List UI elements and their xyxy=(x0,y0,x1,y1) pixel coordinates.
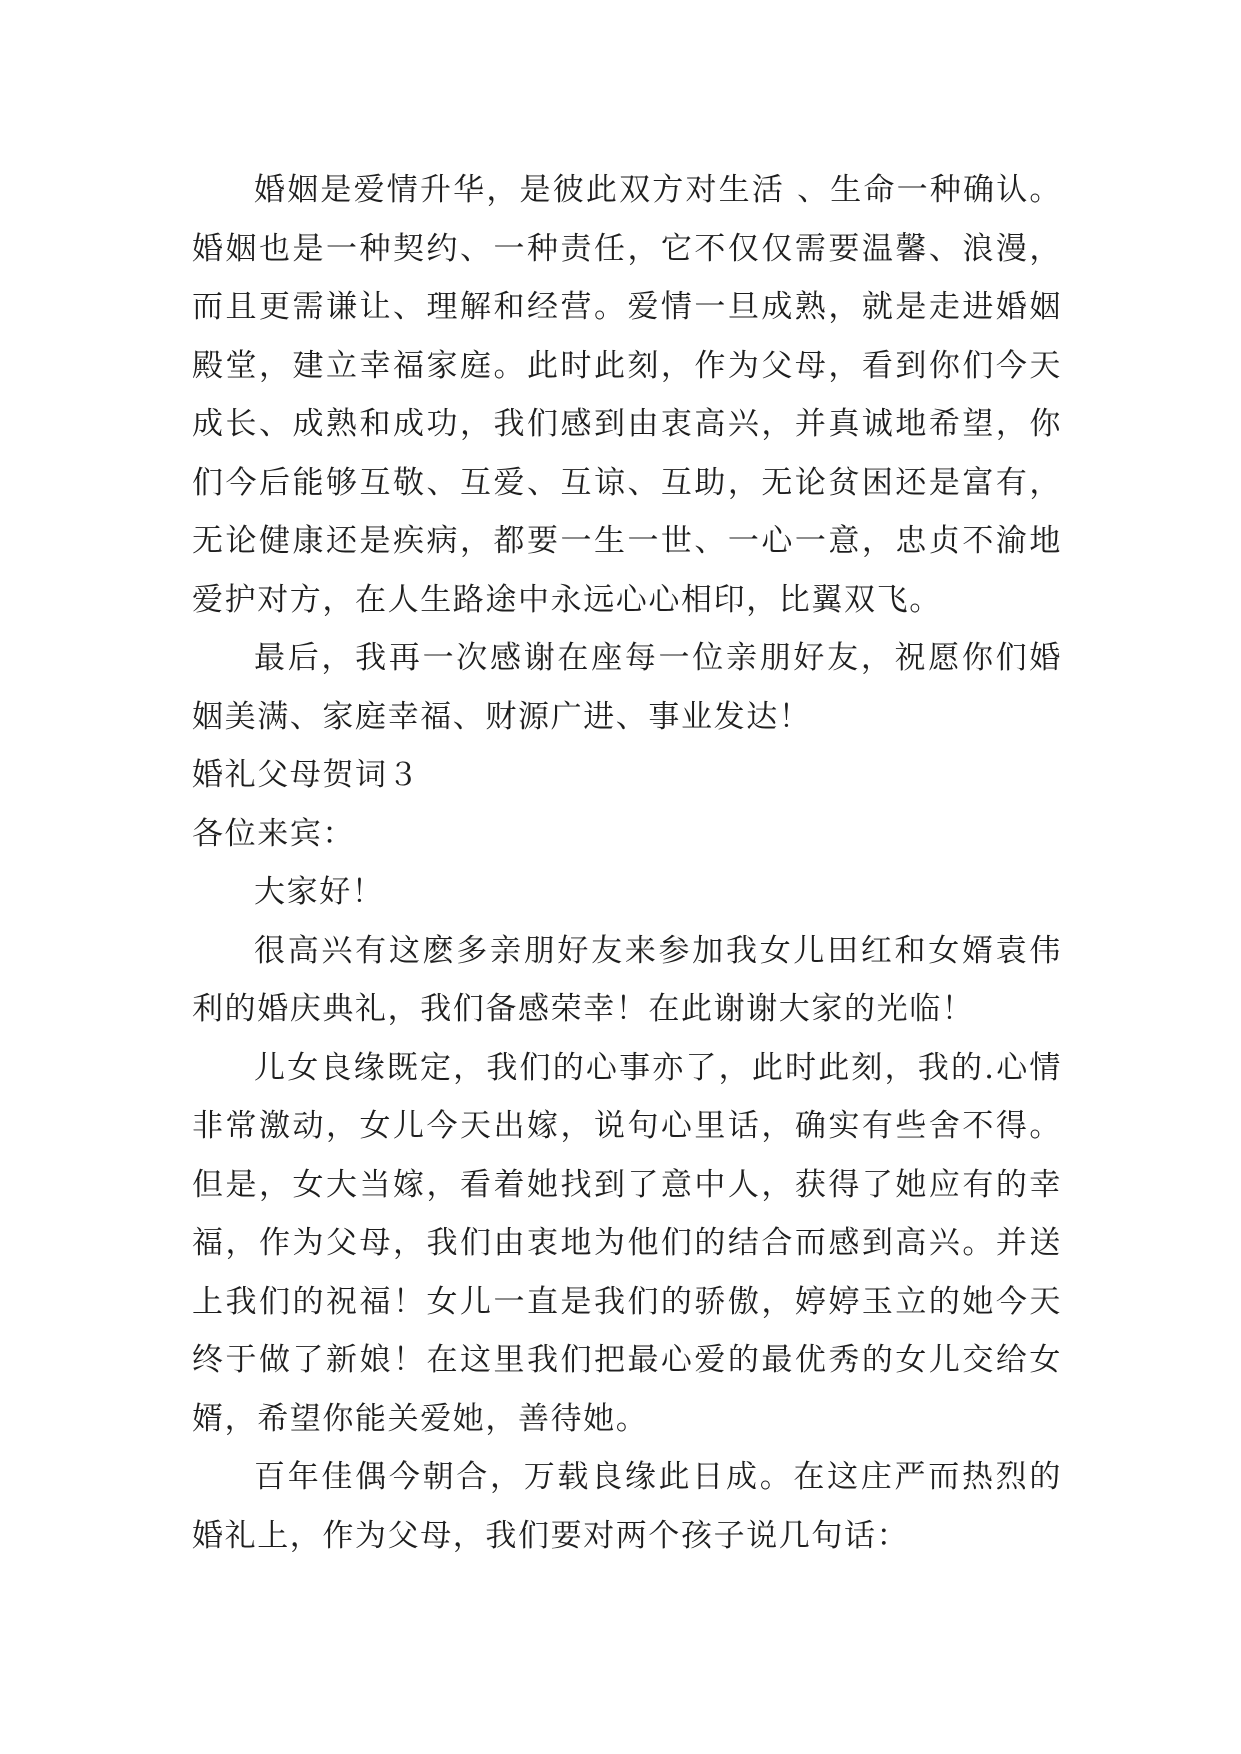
paragraph-closing-thanks: 最后，我再一次感谢在座每一位亲朋好友，祝愿你们婚姻美满、家庭幸福、财源广进、事业发达！ xyxy=(192,640,1062,735)
document-page xyxy=(192,161,1062,1565)
paragraph-welcome: 很高兴有这麽多亲朋好友来参加我女儿田红和女婿袁伟利的婚庆典礼，我们备感荣幸！在此谢谢大家的光临！ xyxy=(192,932,1062,1027)
section-title: 婚礼父母贺词３ xyxy=(192,757,421,793)
greeting: 大家好！ xyxy=(254,874,385,910)
paragraph-words-to-couple: 百年佳偶今朝合，万载良缘此日成。在这庄严而热烈的婚礼上，作为父母，我们要对两个孩子说几句话： xyxy=(192,1459,1062,1554)
paragraph-daughter-wedding: 儿女良缘既定，我们的心事亦了，此时此刻，我的.心情非常激动，女儿今天出嫁，说句心里话，确实有些舍不得。但是，女大当嫁，看着她找到了意中人，获得了她应有的幸福，作为父母，我们由衷地为他们的结合而感到高兴。并送上我们的祝福！女儿一直是我们的骄傲，婷婷玉立的她今天终于做了新娘！在这里我们把最心爱的最优秀的女儿交给女婿，希望你能关爱她，善待她。 xyxy=(192,1049,1062,1437)
salutation: 各位来宾： xyxy=(192,815,355,852)
paragraph-marriage-meaning: 婚姻是爱情升华，是彼此双方对生活 、生命一种确认。婚姻也是一种契约、一种责任，它不仅仅需要温馨、浪漫，而且更需谦让、理解和经营。爱情一旦成熟，就是走进婚姻殿堂，建立幸福家庭。此时此刻，作为父母，看到你们今天成长、成熟和成功，我们感到由衷高兴，并真诚地希望，你们今后能够互敬、互爱、互谅、互助，无论贫困还是富有，无论健康还是疾病，都要一生一世、一心一意，忠贞不渝地爱护对方，在人生路途中永远心心相印，比翼双飞。 xyxy=(192,172,1062,618)
